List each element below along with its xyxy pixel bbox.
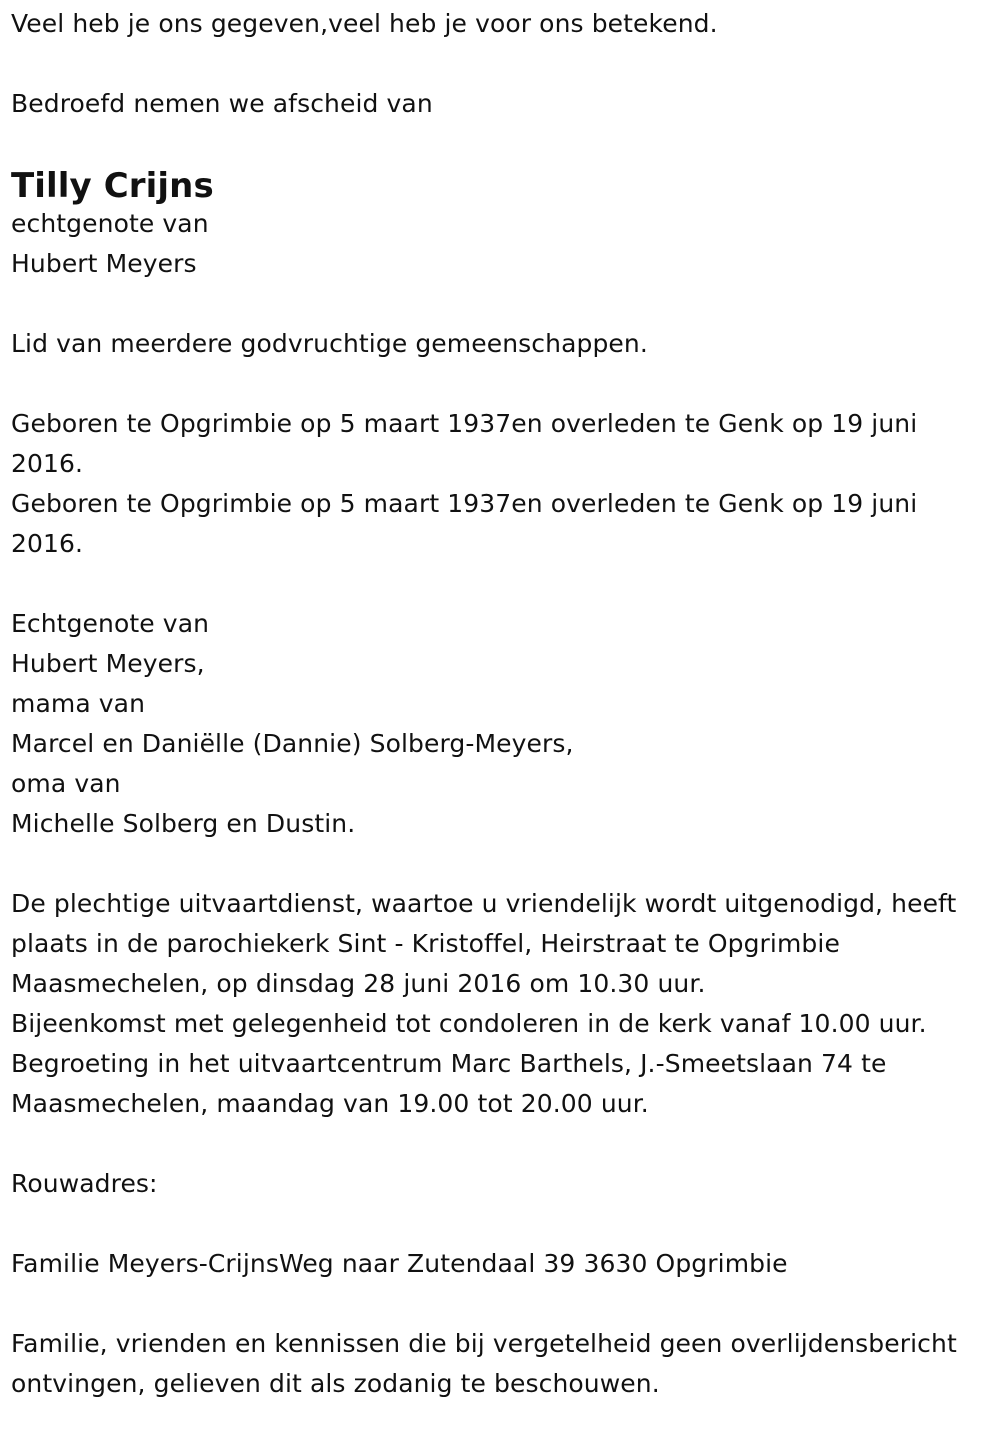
spacer [11,284,986,324]
condolence-line: Bijeenkomst met gelegenheid tot condoleren in de kerk vanaf 10.00 uur. [11,1009,927,1038]
spacer [11,564,986,604]
family-line: Hubert Meyers, [11,649,205,678]
spacer [11,364,986,404]
family-line: oma van [11,769,121,798]
family-line: Echtgenote van [11,609,210,638]
closing-text: Familie, vrienden en kennissen die bij vergetelheid geen overlijdensbericht ontvingen, gelieven dit als zodanig te beschouwen. [11,1329,957,1398]
birth-death-line: Geboren te Opgrimbie op 5 maart 1937en overleden te Genk op 19 juni 2016. [11,409,918,478]
greeting-text: Begroeting in het uitvaartcentrum Marc Barthels, J.-Smeetslaan 74 te Maasmechelen, maandag van 19.00 tot 20.00 uur. [11,1049,887,1118]
mourning-address-label: Rouwadres: [11,1169,158,1198]
funeral-service-text: De plechtige uitvaartdienst, waartoe u vriendelijk wordt uitgenodigd, heeft plaats in de parochiekerk Sint - Kristoffel, Heirstraat te Opgrimbie Maasmechelen, op dinsdag 28 juni 2016 om 10.30 uur. [11,889,957,998]
family-line: Michelle Solberg en Dustin. [11,809,356,838]
family-line: Marcel en Daniëlle (Dannie) Solberg-Meyers, [11,729,574,758]
spacer [11,1284,986,1324]
spacer [11,124,986,164]
spacer [11,844,986,884]
obituary-notice [11,4,986,1404]
spacer [11,1124,986,1164]
mourning-address: Familie Meyers-CrijnsWeg naar Zutendaal 39 3630 Opgrimbie [11,1249,788,1278]
spacer [11,1204,986,1244]
birth-death-line: Geboren te Opgrimbie op 5 maart 1937en overleden te Genk op 19 juni 2016. [11,489,918,558]
deceased-name: Tilly Crijns [11,166,214,206]
family-line: mama van [11,689,146,718]
spouse-label: echtgenote van [11,209,209,238]
spouse-name: Hubert Meyers [11,249,197,278]
announcement-line: Bedroefd nemen we afscheid van [11,89,433,118]
spacer [11,44,986,84]
opening-line: Veel heb je ons gegeven,veel heb je voor ons betekend. [11,9,718,38]
membership-line: Lid van meerdere godvruchtige gemeenschappen. [11,329,648,358]
